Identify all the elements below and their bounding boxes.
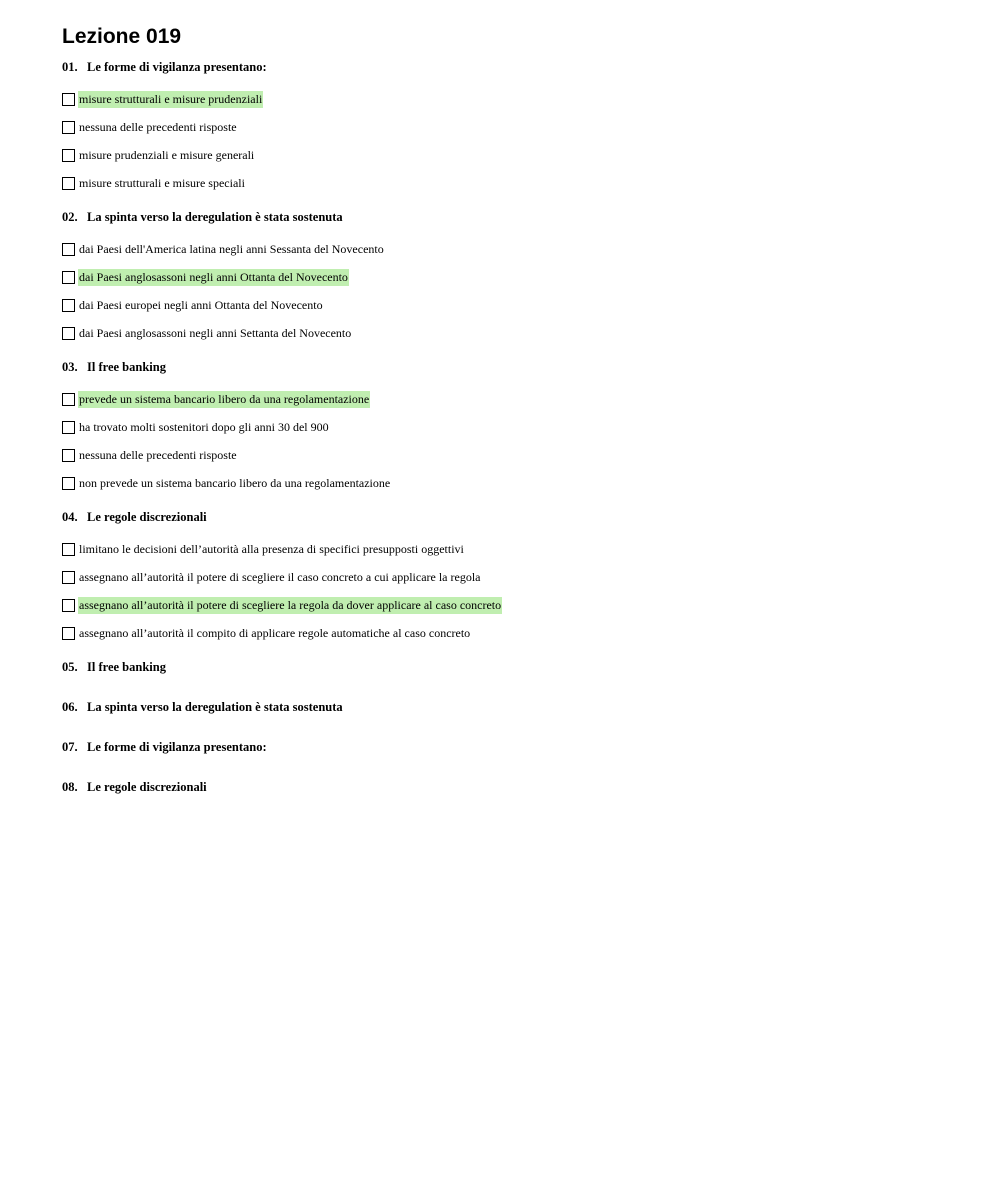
answer-checkbox[interactable] bbox=[62, 93, 75, 106]
answer-option bbox=[62, 469, 962, 497]
question-list bbox=[62, 59, 962, 795]
answer-options bbox=[62, 385, 962, 497]
answer-text-correct: misure strutturali e misure prudenziali bbox=[79, 91, 263, 106]
answer-option bbox=[62, 263, 962, 291]
answer-text-correct: dai Paesi anglosassoni negli anni Ottanta del Novecento bbox=[79, 269, 348, 284]
answer-checkbox[interactable] bbox=[62, 543, 75, 556]
answer-text: assegnano all’autorità il compito di applicare regole automatiche al caso concreto bbox=[79, 625, 471, 640]
answer-option bbox=[62, 113, 962, 141]
answer-checkbox[interactable] bbox=[62, 121, 75, 134]
answer-option bbox=[62, 319, 962, 347]
question-5 bbox=[62, 659, 962, 675]
answer-option bbox=[62, 535, 962, 563]
answer-checkbox[interactable] bbox=[62, 271, 75, 284]
answer-checkbox[interactable] bbox=[62, 571, 75, 584]
answer-options bbox=[62, 535, 962, 647]
answer-option bbox=[62, 563, 962, 591]
question-number: 03. bbox=[62, 360, 78, 374]
answer-text: ha trovato molti sostenitori dopo gli anni 30 del 900 bbox=[79, 419, 329, 434]
question-number: 02. bbox=[62, 210, 78, 224]
answer-text: dai Paesi europei negli anni Ottanta del Novecento bbox=[79, 297, 323, 312]
question-8 bbox=[62, 779, 962, 795]
answer-checkbox[interactable] bbox=[62, 627, 75, 640]
question-7 bbox=[62, 739, 962, 755]
answer-checkbox[interactable] bbox=[62, 327, 75, 340]
answer-option bbox=[62, 441, 962, 469]
question-text: Le forme di vigilanza presentano: bbox=[87, 740, 267, 754]
answer-text: dai Paesi dell'America latina negli anni Sessanta del Novecento bbox=[79, 241, 384, 256]
question-number: 04. bbox=[62, 510, 78, 524]
page-title: Lezione 019 bbox=[62, 25, 182, 48]
answer-text: limitano le decisioni dell’autorità alla presenza di specifici presupposti oggettivi bbox=[79, 541, 464, 556]
question-text: Il free banking bbox=[87, 660, 166, 674]
question-header bbox=[62, 779, 962, 795]
answer-options bbox=[62, 235, 962, 347]
answer-text: misure prudenziali e misure generali bbox=[79, 147, 255, 162]
answer-checkbox[interactable] bbox=[62, 243, 75, 256]
question-2 bbox=[62, 209, 962, 347]
answer-checkbox[interactable] bbox=[62, 149, 75, 162]
answer-option bbox=[62, 235, 962, 263]
answer-option bbox=[62, 291, 962, 319]
answer-option bbox=[62, 385, 962, 413]
question-text: Le forme di vigilanza presentano: bbox=[87, 60, 267, 74]
question-number: 01. bbox=[62, 60, 78, 74]
question-text: La spinta verso la deregulation è stata sostenuta bbox=[87, 700, 343, 714]
answer-checkbox[interactable] bbox=[62, 177, 75, 190]
question-text: La spinta verso la deregulation è stata sostenuta bbox=[87, 210, 343, 224]
question-6 bbox=[62, 699, 962, 715]
question-number: 06. bbox=[62, 700, 78, 714]
answer-text: nessuna delle precedenti risposte bbox=[79, 447, 237, 462]
question-number: 05. bbox=[62, 660, 78, 674]
answer-text: non prevede un sistema bancario libero da una regolamentazione bbox=[79, 475, 391, 490]
question-text: Le regole discrezionali bbox=[87, 510, 207, 524]
question-text: Il free banking bbox=[87, 360, 166, 374]
answer-option bbox=[62, 619, 962, 647]
answer-option bbox=[62, 169, 962, 197]
question-3 bbox=[62, 359, 962, 497]
answer-text: nessuna delle precedenti risposte bbox=[79, 119, 237, 134]
question-header bbox=[62, 659, 962, 675]
question-header bbox=[62, 699, 962, 715]
answer-checkbox[interactable] bbox=[62, 477, 75, 490]
answer-checkbox[interactable] bbox=[62, 599, 75, 612]
question-number: 08. bbox=[62, 780, 78, 794]
answer-text-correct: assegnano all’autorità il potere di scegliere la regola da dover applicare al caso concreto bbox=[79, 597, 502, 612]
question-header bbox=[62, 359, 962, 375]
answer-option bbox=[62, 85, 962, 113]
answer-option bbox=[62, 141, 962, 169]
answer-option bbox=[62, 413, 962, 441]
question-header bbox=[62, 509, 962, 525]
answer-text: dai Paesi anglosassoni negli anni Settanta del Novecento bbox=[79, 325, 352, 340]
question-4 bbox=[62, 509, 962, 647]
document-page bbox=[62, 24, 962, 819]
answer-text: assegnano all’autorità il potere di scegliere il caso concreto a cui applicare la regola bbox=[79, 569, 481, 584]
question-header bbox=[62, 739, 962, 755]
answer-option bbox=[62, 591, 962, 619]
answer-checkbox[interactable] bbox=[62, 299, 75, 312]
question-text: Le regole discrezionali bbox=[87, 780, 207, 794]
answer-text: misure strutturali e misure speciali bbox=[79, 175, 245, 190]
question-header bbox=[62, 59, 962, 75]
answer-checkbox[interactable] bbox=[62, 421, 75, 434]
answer-checkbox[interactable] bbox=[62, 393, 75, 406]
answer-text-correct: prevede un sistema bancario libero da una regolamentazione bbox=[79, 391, 370, 406]
answer-options bbox=[62, 85, 962, 197]
question-1 bbox=[62, 59, 962, 197]
answer-checkbox[interactable] bbox=[62, 449, 75, 462]
question-number: 07. bbox=[62, 740, 78, 754]
question-header bbox=[62, 209, 962, 225]
